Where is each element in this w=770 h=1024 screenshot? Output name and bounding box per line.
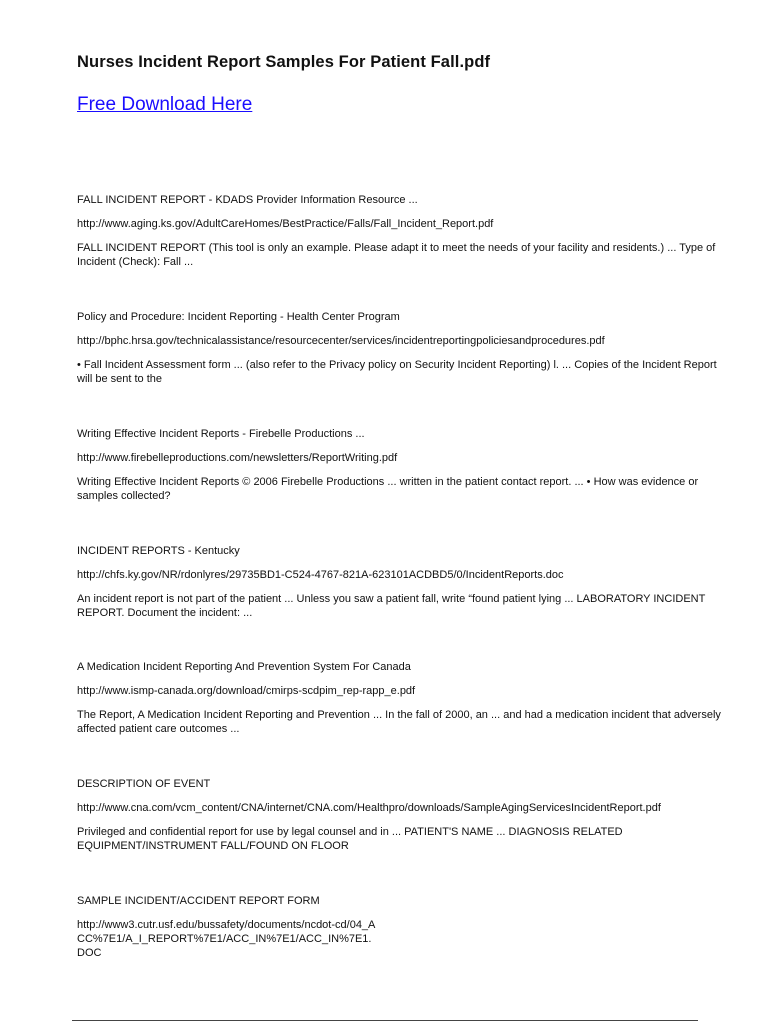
entry-snippet: An incident report is not part of the patient ... Unless you saw a patient fall, write “found patient lying ... LABORATORY INCIDENT REPORT. Document the incident: ... (77, 593, 706, 619)
result-entry (77, 427, 727, 503)
entry-snippet: • Fall Incident Assessment form ... (also refer to the Privacy policy on Security Incident Reporting) l. ... Copies of the Incident Report will be sent to the (77, 359, 717, 385)
entry-heading: Policy and Procedure: Incident Reporting - Health Center Program (77, 311, 400, 323)
entry-heading: Writing Effective Incident Reports - Firebelle Productions ... (77, 428, 365, 440)
entry-heading: INCIDENT REPORTS - Kentucky (77, 545, 240, 557)
entry-snippet: Writing Effective Incident Reports © 2006 Firebelle Productions ... written in the patient contact report. ... • How was evidence or samples collected? (77, 476, 699, 502)
entry-url: http://www.firebelleproductions.com/newsletters/ReportWriting.pdf (77, 452, 398, 464)
entry-url: http://chfs.ky.gov/NR/rdonlyres/29735BD1-C524-4767-821A-623101ACDBD5/0/IncidentReports.doc (77, 569, 564, 581)
entry-heading: FALL INCIDENT REPORT - KDADS Provider Information Resource ... (77, 194, 418, 206)
entry-url: http://www.cna.com/vcm_content/CNA/internet/CNA.com/Healthpro/downloads/SampleAgingServicesIncidentReport.pdf (77, 802, 661, 814)
result-entry (77, 544, 727, 620)
free-download-link[interactable]: Free Download Here (77, 94, 253, 115)
entry-snippet: Privileged and confidential report for use by legal counsel and in ... PATIENT'S NAME ... DIAGNOSIS RELATED EQUIPMENT/INSTRUMENT FALL/FOUND ON FLOOR (77, 826, 623, 852)
entry-heading: SAMPLE INCIDENT/ACCIDENT REPORT FORM (77, 895, 320, 907)
entry-heading: A Medication Incident Reporting And Prevention System For Canada (77, 661, 411, 673)
entry-heading: DESCRIPTION OF EVENT (77, 778, 211, 790)
document-title: Nurses Incident Report Samples For Patient Fall.pdf (77, 53, 491, 71)
entry-snippet: FALL INCIDENT REPORT (This tool is only an example. Please adapt it to meet the needs of your facility and residents.) ... Type of Incident (Check): Fall ... (77, 242, 716, 268)
result-entry (77, 310, 727, 386)
footer-divider (72, 1020, 698, 1021)
entry-url: http://www.ismp-canada.org/download/cmirps-scdpim_rep-rapp_e.pdf (77, 685, 416, 697)
result-entry (77, 894, 727, 960)
entry-snippet: The Report, A Medication Incident Reporting and Prevention ... In the fall of 2000, an ... and had a medication incident that adversely affected patient care outcomes ... (77, 709, 721, 735)
result-entry (77, 777, 727, 853)
entry-url: http://www.aging.ks.gov/AdultCareHomes/BestPractice/Falls/Fall_Incident_Report.pdf (77, 218, 494, 230)
result-entry (77, 193, 727, 269)
result-entry (77, 660, 727, 736)
entry-url: http://bphc.hrsa.gov/technicalassistance/resourcecenter/services/incidentreportingpoliciesandprocedures.pdf (77, 335, 605, 347)
entry-url: http://www3.cutr.usf.edu/bussafety/documents/ncdot-cd/04_ACC%7E1/A_I_REPORT%7E1/ACC_IN%7E1/ACC_IN%7E1.DOC (77, 919, 376, 959)
